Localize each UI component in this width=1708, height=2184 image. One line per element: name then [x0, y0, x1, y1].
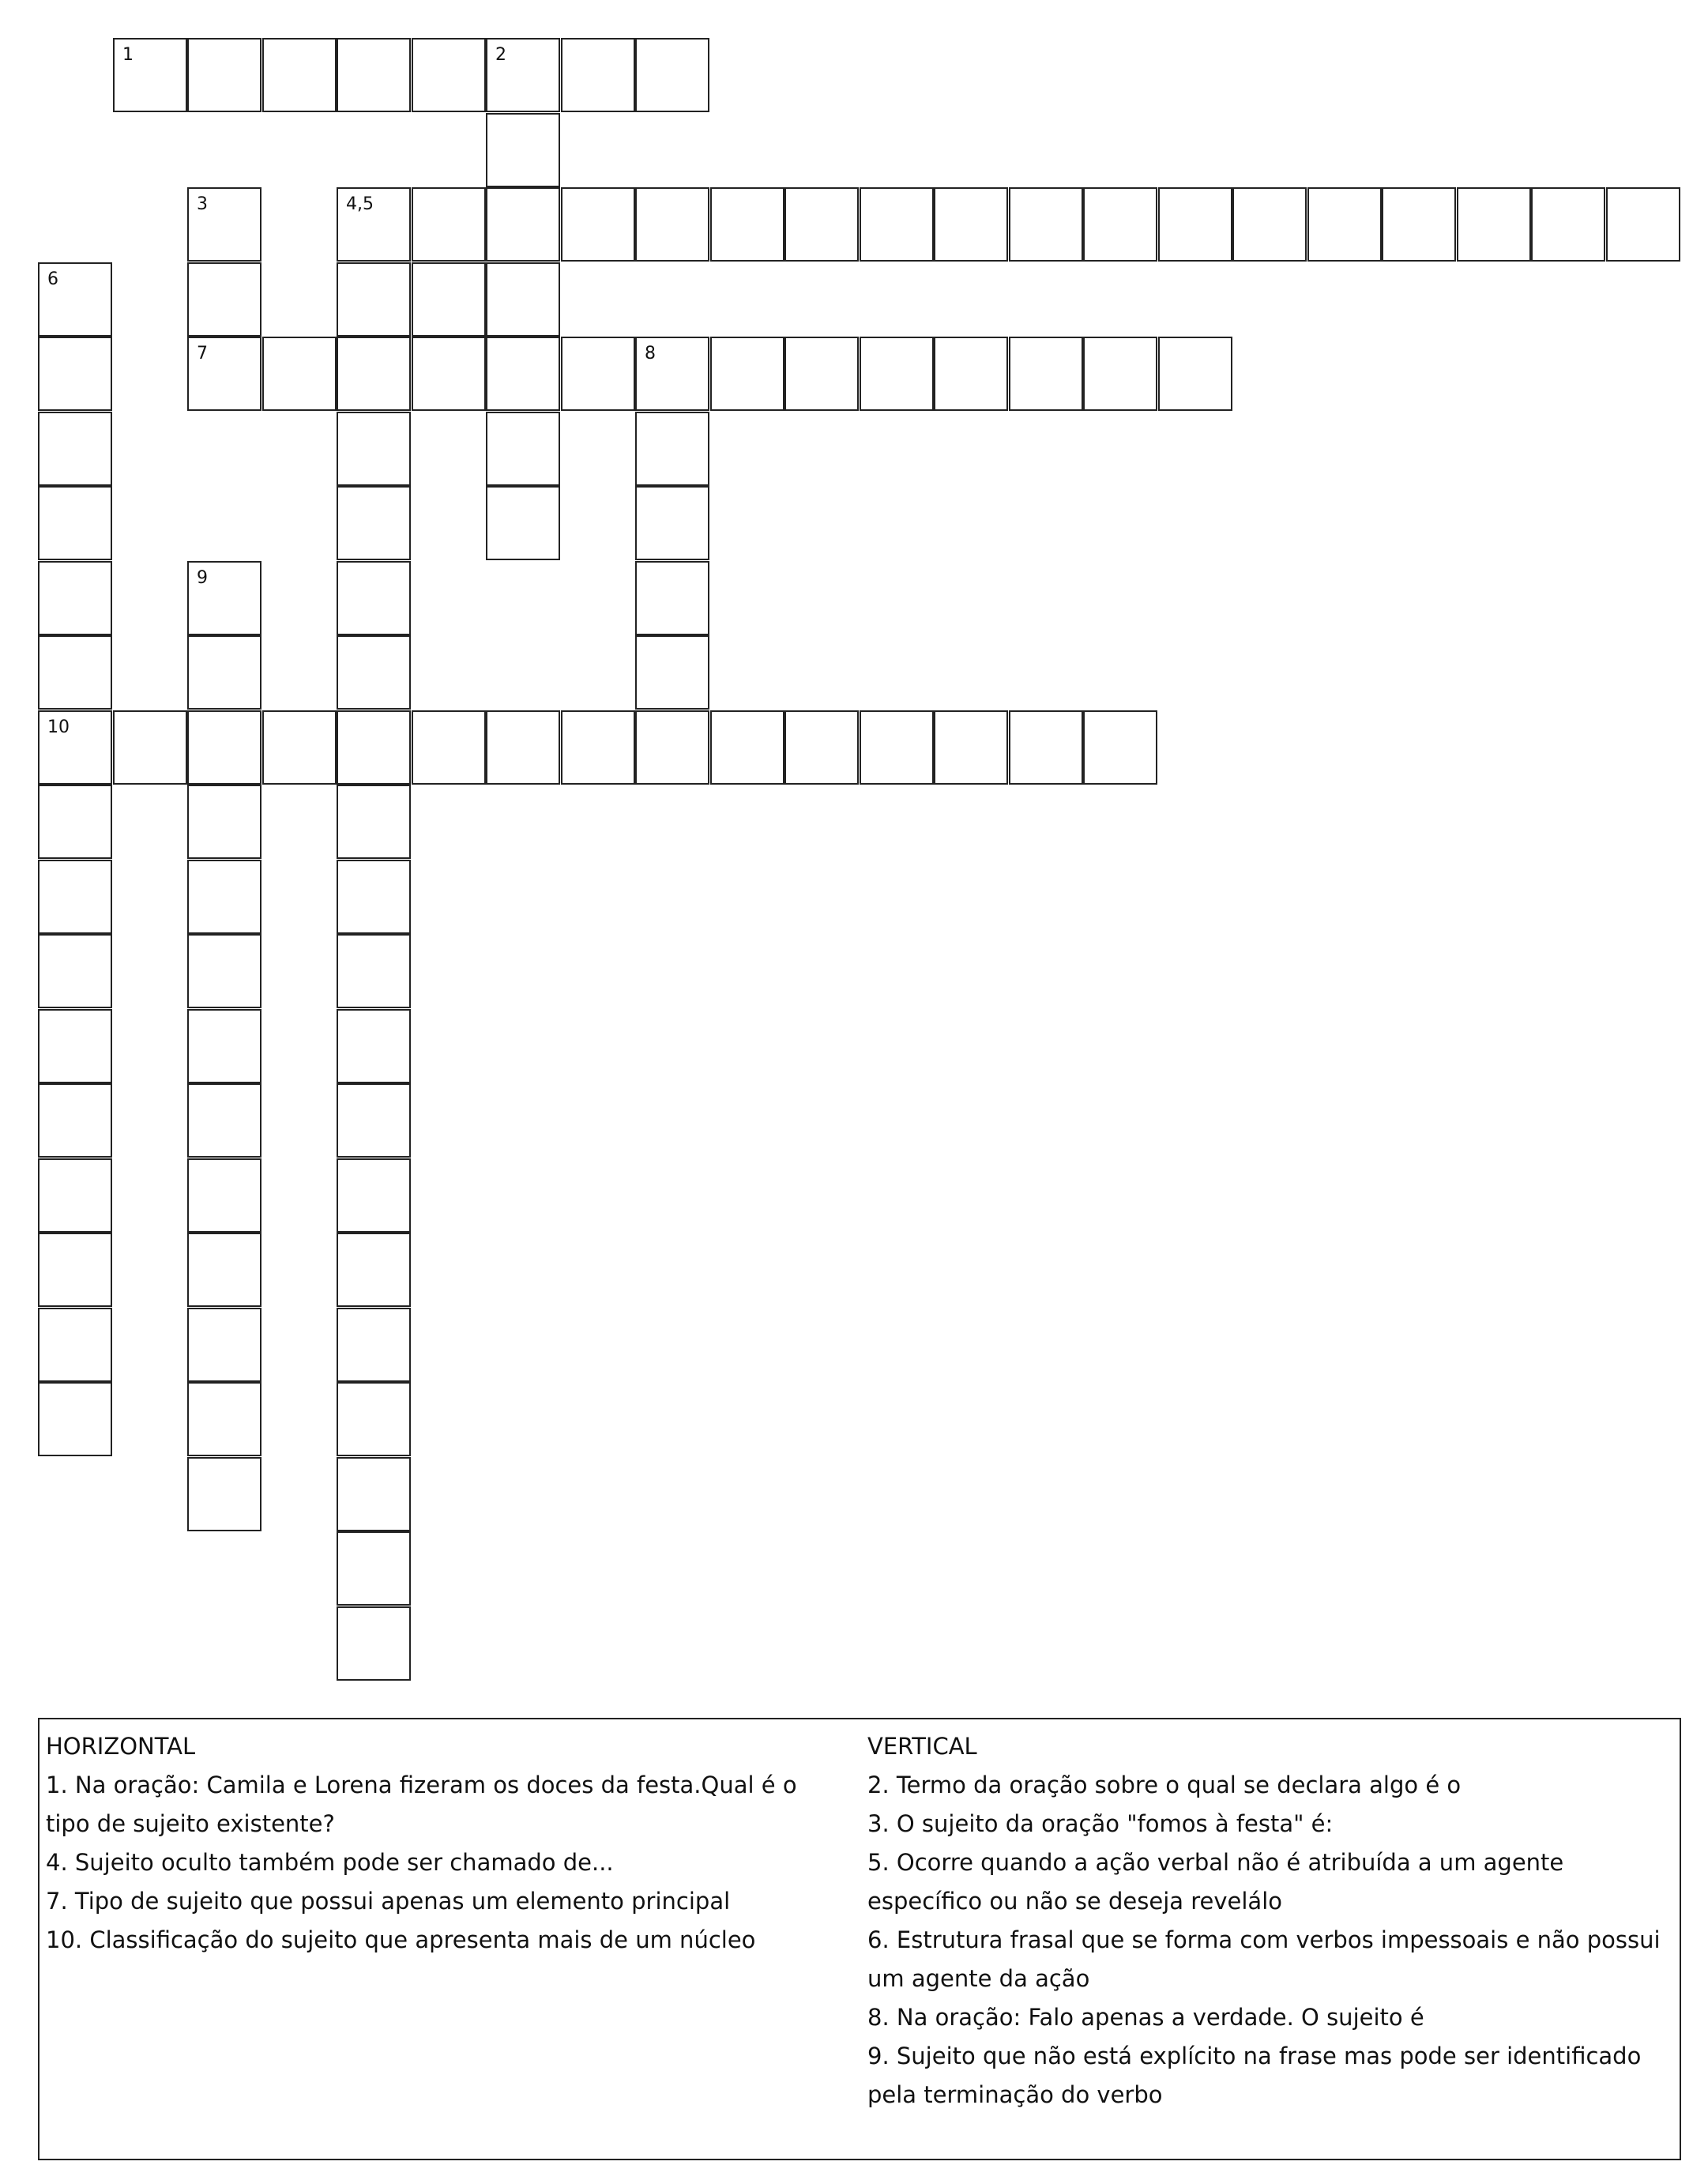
crossword-cell[interactable]: [337, 635, 411, 710]
crossword-cell[interactable]: [561, 38, 635, 112]
crossword-cell[interactable]: [412, 710, 486, 785]
crossword-cell[interactable]: [187, 262, 261, 337]
crossword-cell[interactable]: [784, 337, 859, 411]
crossword-cell[interactable]: [187, 1308, 261, 1382]
crossword-cell[interactable]: [337, 1382, 411, 1456]
crossword-cell[interactable]: [187, 187, 261, 262]
crossword-cell[interactable]: [412, 337, 486, 411]
crossword-cell[interactable]: [38, 1009, 112, 1083]
crossword-cell[interactable]: [1083, 710, 1157, 785]
clue-vertical-6: 6. Estrutura frasal que se forma com verbos impessoais e não possui um agente da ação: [867, 1926, 1661, 1992]
clue-horizontal-7: 7. Tipo de sujeito que possui apenas um elemento principal: [46, 1888, 731, 1915]
crossword-cell[interactable]: [187, 785, 261, 859]
crossword-cell[interactable]: [860, 337, 934, 411]
clue-horizontal-1: 1. Na oração: Camila e Lorena fizeram os doces da festa.Qual é o tipo de sujeito existente?: [46, 1772, 797, 1837]
clues-box: [38, 1718, 1681, 2160]
crossword-cell[interactable]: [337, 1158, 411, 1233]
crossword-cell[interactable]: [38, 635, 112, 710]
clue-vertical-2: 2. Termo da oração sobre o qual se declara algo é o: [867, 1772, 1462, 1798]
crossword-cell[interactable]: [1531, 187, 1605, 262]
crossword-cell[interactable]: [486, 113, 560, 187]
horizontal-heading: HORIZONTAL: [46, 1733, 196, 1760]
crossword-cell[interactable]: [1009, 710, 1083, 785]
crossword-cell[interactable]: [38, 412, 112, 486]
crossword-cell[interactable]: [337, 785, 411, 859]
vertical-heading: VERTICAL: [867, 1733, 977, 1760]
crossword-cell[interactable]: [860, 187, 934, 262]
crossword-cell[interactable]: [412, 38, 486, 112]
crossword-cell[interactable]: [113, 710, 187, 785]
crossword-cell[interactable]: [38, 785, 112, 859]
crossword-cell[interactable]: [412, 262, 486, 337]
crossword-cell[interactable]: [486, 187, 560, 262]
crossword-cell[interactable]: [635, 710, 709, 785]
crossword-cell[interactable]: [561, 187, 635, 262]
crossword-cell[interactable]: [38, 710, 112, 785]
crossword-cell[interactable]: [1083, 337, 1157, 411]
crossword-cell[interactable]: [561, 337, 635, 411]
crossword-cell[interactable]: [860, 710, 934, 785]
crossword-cell[interactable]: [337, 860, 411, 934]
crossword-cell[interactable]: [710, 337, 784, 411]
crossword-cell[interactable]: [337, 486, 411, 560]
crossword-cell[interactable]: [38, 934, 112, 1008]
crossword-cell[interactable]: [486, 262, 560, 337]
crossword-cell[interactable]: [635, 561, 709, 635]
crossword-cell[interactable]: [337, 1233, 411, 1307]
crossword-cell[interactable]: [635, 635, 709, 710]
crossword-cell[interactable]: [337, 1083, 411, 1158]
crossword-cell[interactable]: [187, 1233, 261, 1307]
crossword-cell[interactable]: [38, 262, 112, 337]
crossword-cell[interactable]: [187, 561, 261, 635]
horizontal-clues: [46, 1727, 844, 1960]
crossword-cell[interactable]: [710, 710, 784, 785]
crossword-cell[interactable]: [1457, 187, 1531, 262]
crossword-cell[interactable]: [635, 486, 709, 560]
clue-vertical-5: 5. Ocorre quando a ação verbal não é atribuída a um agente específico ou não se deseja revelálo: [867, 1849, 1564, 1915]
crossword-cell[interactable]: [38, 1308, 112, 1382]
crossword-cell[interactable]: [784, 187, 859, 262]
clue-number: 1: [122, 45, 134, 65]
crossword-cell[interactable]: [934, 710, 1008, 785]
crossword-cell[interactable]: [38, 1233, 112, 1307]
crossword-cell[interactable]: [38, 1158, 112, 1233]
crossword-cell[interactable]: [113, 38, 187, 112]
clue-vertical-9: 9. Sujeito que não está explícito na frase mas pode ser identificado pela terminação do verbo: [867, 2043, 1642, 2108]
crossword-cell[interactable]: [486, 412, 560, 486]
clue-number: 6: [47, 269, 58, 289]
crossword-cell[interactable]: [337, 262, 411, 337]
crossword-cell[interactable]: [262, 337, 337, 411]
crossword-cell[interactable]: [38, 486, 112, 560]
crossword-cell[interactable]: [187, 710, 261, 785]
crossword-cell[interactable]: [337, 710, 411, 785]
crossword-cell[interactable]: [934, 337, 1008, 411]
crossword-cell[interactable]: [635, 337, 709, 411]
crossword-cell[interactable]: [337, 337, 411, 411]
clue-number: 4,5: [346, 194, 374, 214]
clue-vertical-8: 8. Na oração: Falo apenas a verdade. O sujeito é: [867, 2004, 1424, 2031]
crossword-cell[interactable]: [486, 337, 560, 411]
crossword-cell[interactable]: [337, 561, 411, 635]
crossword-cell[interactable]: [486, 710, 560, 785]
crossword-cell[interactable]: [38, 337, 112, 411]
crossword-cell[interactable]: [187, 1083, 261, 1158]
crossword-cell[interactable]: [337, 38, 411, 112]
crossword-cell[interactable]: [337, 1308, 411, 1382]
crossword-cell[interactable]: [337, 1457, 411, 1531]
clue-vertical-3: 3. O sujeito da oração "fomos à festa" é:: [867, 1810, 1334, 1837]
crossword-cell[interactable]: [635, 38, 709, 112]
crossword-cell[interactable]: [337, 187, 411, 262]
crossword-cell[interactable]: [337, 1606, 411, 1681]
crossword-cell[interactable]: [1158, 337, 1232, 411]
vertical-clues: [867, 1727, 1673, 2114]
crossword-cell[interactable]: [1009, 337, 1083, 411]
crossword-cell[interactable]: [337, 1009, 411, 1083]
crossword-cell[interactable]: [1158, 187, 1232, 262]
clue-number: 8: [645, 344, 656, 363]
crossword-cell[interactable]: [635, 187, 709, 262]
crossword-cell[interactable]: [486, 38, 560, 112]
crossword-cell[interactable]: [187, 1158, 261, 1233]
crossword-cell[interactable]: [1232, 187, 1307, 262]
crossword-cell[interactable]: [262, 38, 337, 112]
clue-number: 2: [495, 45, 506, 65]
crossword-cell[interactable]: [635, 412, 709, 486]
clue-number: 9: [197, 568, 208, 588]
crossword-cell[interactable]: [187, 635, 261, 710]
crossword-cell[interactable]: [337, 412, 411, 486]
crossword-cell[interactable]: [262, 710, 337, 785]
crossword-cell[interactable]: [934, 187, 1008, 262]
crossword-cell[interactable]: [1382, 187, 1456, 262]
crossword-cell[interactable]: [1083, 187, 1157, 262]
crossword-cell[interactable]: [784, 710, 859, 785]
clue-number: 7: [197, 344, 208, 363]
crossword-cell[interactable]: [486, 486, 560, 560]
crossword-cell[interactable]: [38, 1382, 112, 1456]
crossword-cell[interactable]: [561, 710, 635, 785]
crossword-cell[interactable]: [187, 337, 261, 411]
clue-number: 10: [47, 717, 70, 737]
crossword-cell[interactable]: [1606, 187, 1680, 262]
crossword-cell[interactable]: [187, 1382, 261, 1456]
crossword-cell[interactable]: [710, 187, 784, 262]
crossword-cell[interactable]: [38, 1083, 112, 1158]
clue-number: 3: [197, 194, 208, 214]
crossword-cell[interactable]: [337, 1531, 411, 1606]
crossword-cell[interactable]: [187, 38, 261, 112]
crossword-cell[interactable]: [187, 1009, 261, 1083]
crossword-cell[interactable]: [187, 860, 261, 934]
crossword-cell[interactable]: [337, 934, 411, 1008]
crossword-cell[interactable]: [1307, 187, 1382, 262]
crossword-cell[interactable]: [187, 934, 261, 1008]
clue-horizontal-4: 4. Sujeito oculto também pode ser chamado de...: [46, 1849, 614, 1876]
crossword-cell[interactable]: [412, 187, 486, 262]
crossword-cell[interactable]: [38, 561, 112, 635]
crossword-cell[interactable]: [38, 860, 112, 934]
crossword-cell[interactable]: [1009, 187, 1083, 262]
crossword-cell[interactable]: [187, 1457, 261, 1531]
clue-horizontal-10: 10. Classificação do sujeito que apresenta mais de um núcleo: [46, 1926, 756, 1953]
